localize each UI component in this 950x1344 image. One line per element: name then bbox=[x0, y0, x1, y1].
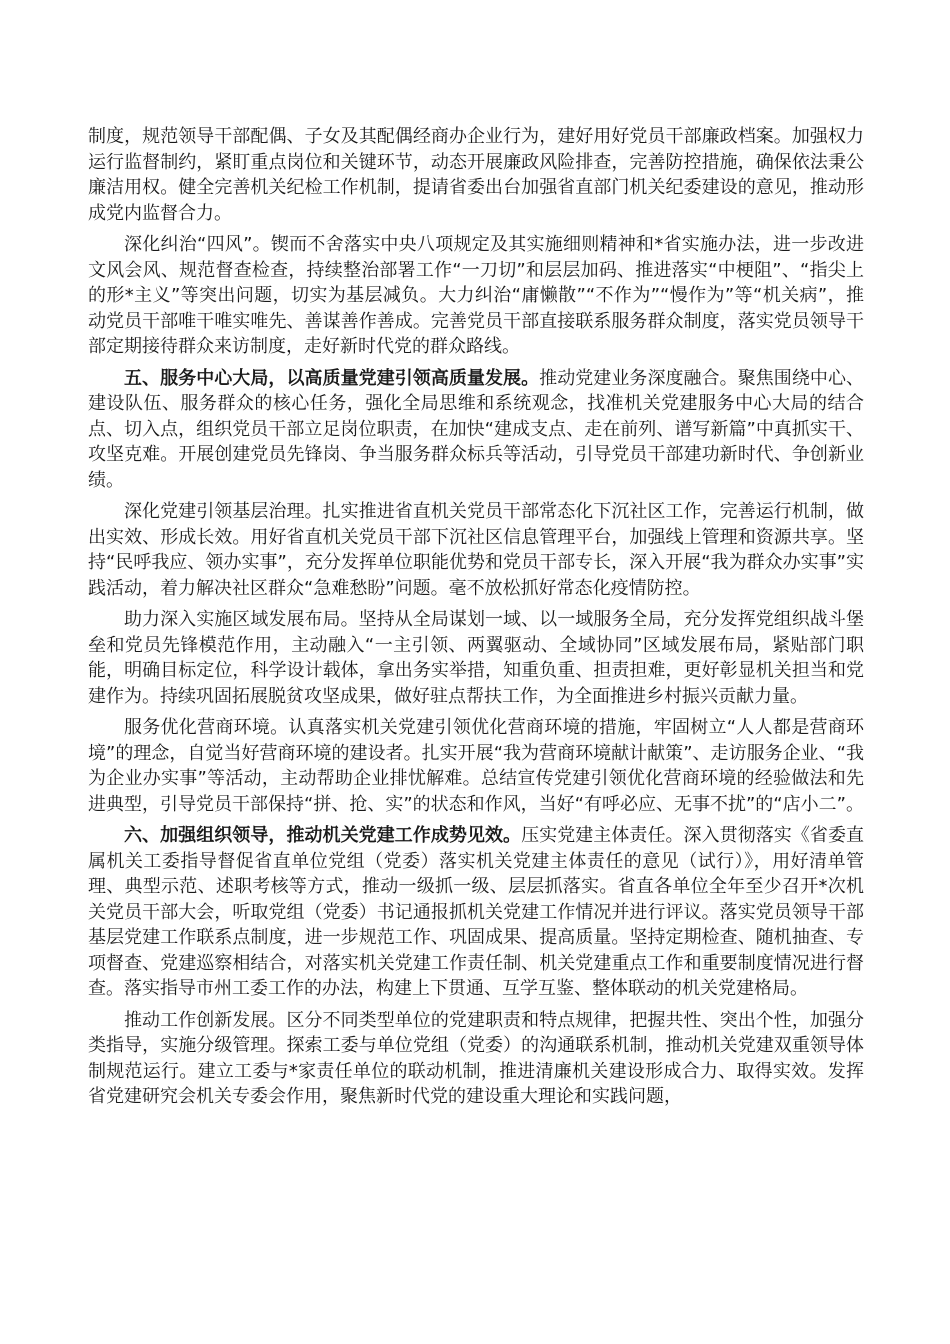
section-paragraph bbox=[88, 823, 864, 1002]
body-paragraph bbox=[88, 715, 864, 817]
section-heading: 五、服务中心大局，以高质量党建引领高质量发展。 bbox=[124, 367, 540, 389]
paragraph-text: 助力深入实施区域发展布局。坚持从全局谋划一域、以一域服务全局，充分发挥党组织战斗堡垒和党员先锋模范作用，主动融入“一主引领、两翼驱动、全域协同”区域发展布局，紧贴部门职能，明确目标定位，科学设计载体，拿出务实举措，知重负重、担责担难，更好彰显机关担当和党建作为。持续巩固拓展脱贫攻坚成果，做好驻点帮扶工作，为全面推进乡村振兴贡献力量。 bbox=[88, 609, 864, 707]
body-paragraph bbox=[88, 499, 864, 601]
paragraph-text: 推动工作创新发展。区分不同类型单位的党建职责和特点规律，把握共性、突出个性，加强分类指导，实施分级管理。探索工委与单位党组（党委）的沟通联系机制，推动机关党建双重领导体制规范运行。建立工委与*家责任单位的联动机制，推进清廉机关建设形成合力、取得实效。发挥省党建研究会机关专委会作用，聚焦新时代党的建设重大理论和实践问题， bbox=[88, 1009, 864, 1107]
body-paragraph bbox=[88, 232, 864, 360]
paragraph-text: 深化纠治“四风”。锲而不舍落实中央八项规定及其实施细则精神和*省实施办法，进一步改进文风会风、规范督查检查，持续整治部署工作“一刀切”和层层加码、推进落实“中梗阻”、“指尖上的形*主义”等突出问题，切实为基层减负。大力纠治“庸懒散”“不作为”“慢作为”等“机关病”，推动党员干部唯干唯实唯先、善谋善作善成。完善党员干部直接联系服务群众制度，落实党员领导干部定期接待群众来访制度，走好新时代党的群众路线。 bbox=[88, 234, 864, 357]
body-paragraph bbox=[88, 124, 864, 226]
document-body bbox=[88, 124, 864, 1116]
paragraph-text: 服务优化营商环境。认真落实机关党建引领优化营商环境的措施，牢固树立“人人都是营商环境”的理念，自觉当好营商环境的建设者。扎实开展“我为营商环境献计献策”、走访服务企业、“我为企业办实事”等活动，主动帮助企业排忧解难。总结宣传党建引领优化营商环境的经验做法和先进典型，引导党员干部保持“拼、抢、实”的状态和作风，当好“有呼必应、无事不扰”的“店小二”。 bbox=[88, 717, 864, 815]
paragraph-text: 制度，规范领导干部配偶、子女及其配偶经商办企业行为，建好用好党员干部廉政档案。加强权力运行监督制约，紧盯重点岗位和关键环节，动态开展廉政风险排查，完善防控措施，确保依法秉公廉洁用权。健全完善机关纪检工作机制，提请省委出台加强省直部门机关纪委建设的意见，推动形成党内监督合力。 bbox=[88, 126, 864, 224]
section-heading: 六、加强组织领导，推动机关党建工作成势见效。 bbox=[124, 825, 522, 846]
paragraph-text: 推动党建业务深度融合。聚焦围绕中心、建设队伍、服务群众的核心任务，强化全局思维和系统观念，找准机关党建服务中心大局的结合点、切入点，组织党员干部立足岗位职责，在加快“建成支点、走在前列、谱写新篇”中真抓实干、攻坚克难。开展创建党员先锋岗、争当服务群众标兵等活动，引导党员干部建功新时代、争创新业绩。 bbox=[88, 367, 865, 491]
body-paragraph bbox=[88, 1008, 864, 1110]
section-paragraph bbox=[88, 366, 864, 494]
paragraph-text: 压实党建主体责任。深入贯彻落实《省委直属机关工委指导督促省直单位党组（党委）落实机关党建主体责任的意见（试行）》，用好清单管理、典型示范、述职考核等方式，推动一级抓一级、层层抓落实。省直各单位全年至少召开*次机关党员干部大会，听取党组（党委）书记通报抓机关党建工作情况并进行评议。落实党员领导干部基层党建工作联系点制度，进一步规范工作、巩固成果、提高质量。坚持定期检查、随机抽查、专项督查、党建巡察相结合，对落实机关党建工作责任制、机关党建重点工作和重要制度情况进行督查。落实指导市州工委工作的办法，构建上下贯通、互学互鉴、整体联动的机关党建格局。 bbox=[88, 825, 865, 999]
body-paragraph bbox=[88, 607, 864, 709]
paragraph-text: 深化党建引领基层治理。扎实推进省直机关党员干部常态化下沉社区工作，完善运行机制，做出实效、形成长效。用好省直机关党员干部下沉社区信息管理平台，加强线上管理和资源共享。坚持“民呼我应、领办实事”，充分发挥单位职能优势和党员干部专长，深入开展“我为群众办实事”实践活动，着力解决社区群众“急难愁盼”问题。毫不放松抓好常态化疫情防控。 bbox=[88, 501, 864, 599]
